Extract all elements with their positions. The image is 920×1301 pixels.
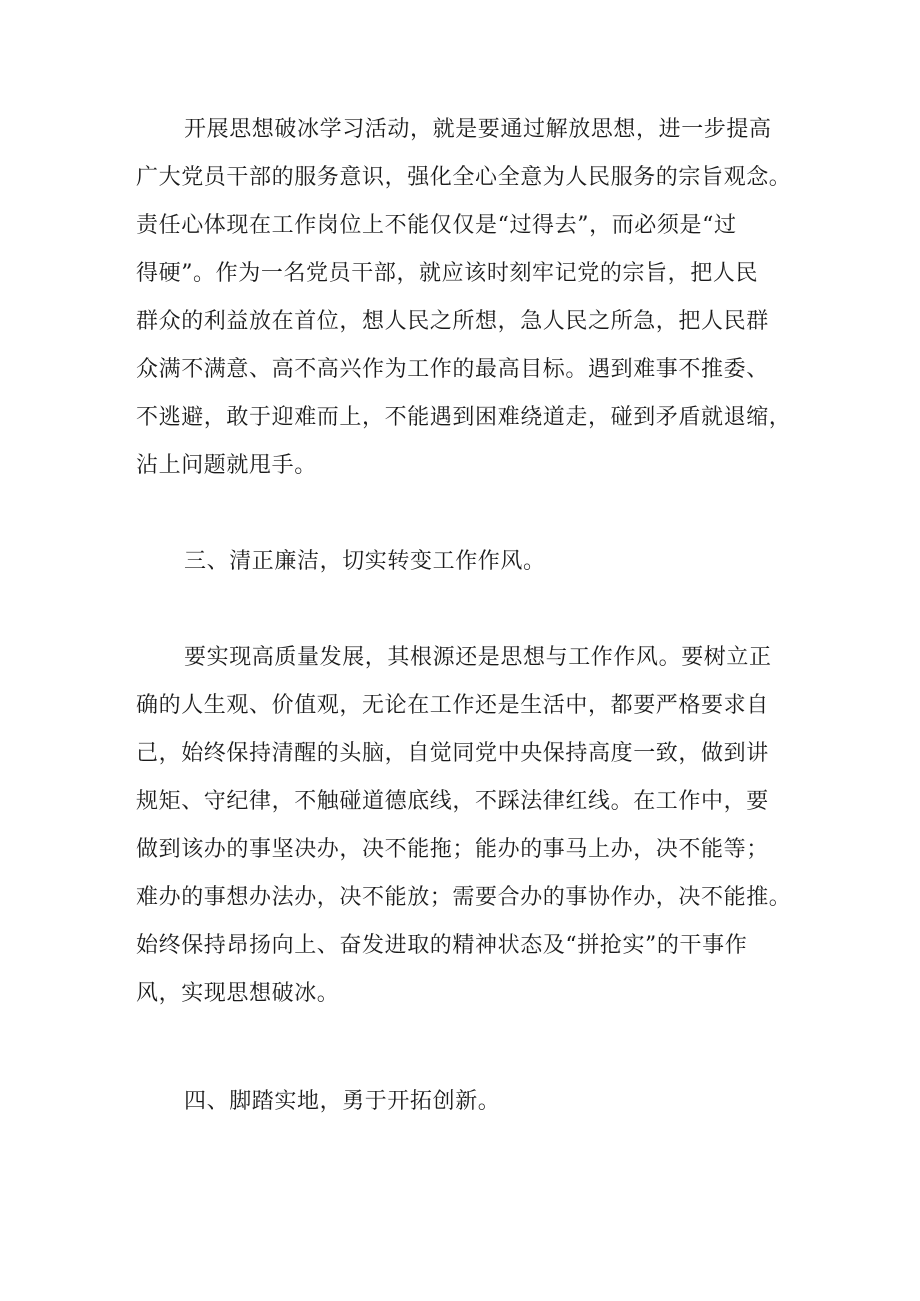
paragraph-work-style xyxy=(136,634,836,1018)
paragraph-thought-breaking xyxy=(136,106,836,490)
paragraph-line: 沾上问题就甩手。 xyxy=(136,453,317,478)
paragraph-line: 得硬”。作为一名党员干部，就应该时刻牢记党的宗旨，把人民 xyxy=(136,261,759,286)
heading-text: 三、清正廉洁，切实转变工作作风。 xyxy=(184,549,546,574)
paragraph-line: 群众的利益放在首位，想人民之所想，急人民之所急，把人民群 xyxy=(136,309,769,334)
paragraph-line: 责任心体现在工作岗位上不能仅仅是“过得去”，而必须是“过 xyxy=(136,213,737,238)
paragraph-line: 难办的事想办法办，决不能放；需要合办的事协作办，决不能推。 xyxy=(136,885,792,910)
paragraph-line: 确的人生观、价值观，无论在工作还是生活中，都要严格要求自 xyxy=(136,693,769,718)
section-heading-3 xyxy=(136,538,836,586)
paragraph-line: 广大党员干部的服务意识，强化全心全意为人民服务的宗旨观念。 xyxy=(136,165,792,190)
heading-text: 四、脚踏实地，勇于开拓创新。 xyxy=(184,1089,501,1114)
section-heading-4 xyxy=(136,1078,836,1126)
paragraph-line: 要实现高质量发展，其根源还是思想与工作作风。要树立正 xyxy=(184,645,772,670)
paragraph-line: 始终保持昂扬向上、奋发进取的精神状态及“拼抢实”的干事作 xyxy=(136,933,748,958)
paragraph-line: 开展思想破冰学习活动，就是要通过解放思想，进一步提高 xyxy=(184,117,772,142)
paragraph-line: 做到该办的事坚决办，决不能拖；能办的事马上办，决不能等； xyxy=(136,837,769,862)
paragraph-line: 己，始终保持清醒的头脑，自觉同党中央保持高度一致，做到讲 xyxy=(136,741,769,766)
paragraph-line: 风，实现思想破冰。 xyxy=(136,981,340,1006)
paragraph-line: 不逃避，敢于迎难而上，不能遇到困难绕道走，碰到矛盾就退缩， xyxy=(136,405,792,430)
paragraph-line: 众满不满意、高不高兴作为工作的最高目标。遇到难事不推委、 xyxy=(136,357,769,382)
paragraph-line: 规矩、守纪律，不触碰道德底线，不踩法律红线。在工作中，要 xyxy=(136,789,769,814)
